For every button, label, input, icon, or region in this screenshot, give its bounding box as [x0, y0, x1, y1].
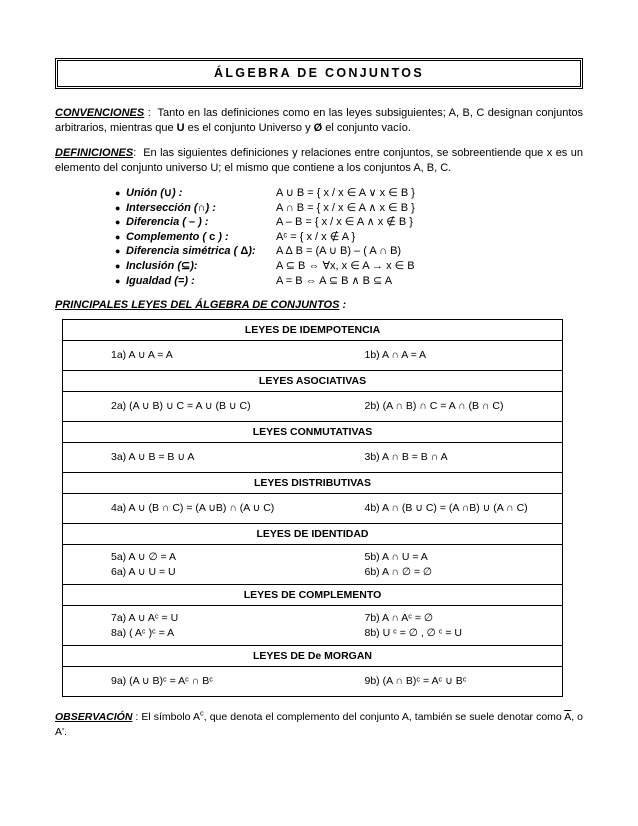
law-item-left: 2a) (A ∪ B) ∪ C = A ∪ (B ∪ C) [111, 400, 251, 413]
law-item-left: 3a) A ∪ B = B ∪ A [111, 451, 195, 464]
complement-superscript: c [199, 708, 204, 718]
empty-set-symbol: Ø [313, 121, 323, 134]
law-category-label: LEYES DE IDENTIDAD [63, 524, 563, 545]
law-category-row [63, 473, 563, 494]
law-item-right: 4b) A ∩ (B ∪ C) = (A ∩B) ∪ (A ∩ C) [364, 502, 528, 515]
definition-formula: A – B = { x / x ∈ A ∧ x ∉ B } [276, 216, 413, 229]
law-category-row [63, 585, 563, 606]
law-item-right: 3b) A ∩ B = B ∩ A [364, 451, 448, 464]
laws-table [62, 319, 563, 697]
laws-heading-separator: : [339, 299, 347, 312]
definition-name [126, 274, 276, 289]
definition-operator-symbol: = [177, 274, 185, 287]
law-category-label: LEYES CONMUTATIVAS [63, 422, 563, 443]
law-line [63, 611, 562, 626]
definitions-label: DEFINICIONES [55, 147, 134, 159]
definition-name [126, 186, 276, 201]
law-item-left: 1a) A ∪ A = A [111, 349, 173, 362]
conventions-label: CONVENCIONES [55, 107, 145, 119]
definition-item [55, 215, 583, 230]
law-line [63, 443, 562, 472]
conventions-paragraph [55, 106, 583, 135]
definition-name-text: Complemento [126, 230, 200, 243]
law-line [63, 392, 562, 421]
laws-section-heading [55, 299, 583, 311]
conventions-text-3: el conjunto vacío. [322, 121, 411, 134]
overline-a-symbol: $\overline{A}$ [564, 711, 572, 724]
definition-name-text: Diferencia [126, 216, 180, 229]
definition-name [126, 215, 276, 230]
observation-separator: : [132, 711, 139, 724]
definition-formula: A ⊆ B ⇔ ∀x, x ∈ A → x ∈ B [276, 259, 415, 272]
bullet-icon: ● [115, 260, 121, 271]
law-category-label: LEYES DISTRIBUTIVAS [63, 473, 563, 494]
law-item-left: 8a) ( Aᶜ )ᶜ = A [111, 627, 175, 640]
law-item-right: 7b) A ∩ Aᶜ = ∅ [364, 612, 434, 625]
definition-symbol-suffix: ): [248, 245, 256, 258]
law-row-cell [63, 341, 563, 371]
law-item-right: 1b) A ∩ A = A [364, 349, 427, 362]
definition-operator-symbol: – [188, 216, 196, 229]
definition-symbol-prefix: ( [157, 187, 164, 199]
definition-formula: A ∆ B = (A ∪ B) – ( A ∩ B) [276, 245, 402, 258]
definition-item [55, 186, 583, 201]
definition-formula: A ∩ B = { x / x ∈ A ∧ x ∈ B } [276, 201, 415, 214]
law-category-row [63, 422, 563, 443]
definition-name-text: Diferencia simétrica [126, 245, 231, 258]
law-item-right: 9b) (A ∩ B)ᶜ = Aᶜ ∪ Bᶜ [364, 675, 467, 688]
law-category-row [63, 524, 563, 545]
definition-symbol-prefix: ( [199, 230, 210, 243]
observation-label: OBSERVACIÓN [55, 711, 133, 724]
bullet-icon: ● [115, 231, 121, 242]
definition-name-text: Intersección [126, 201, 191, 214]
definition-symbol-prefix: ( [190, 201, 198, 214]
law-row-cell [63, 606, 563, 646]
law-item-right: 6b) A ∩ ∅ = ∅ [364, 566, 433, 579]
definition-symbol-suffix: ) : [215, 230, 229, 243]
bullet-icon: ● [115, 217, 121, 228]
definition-operator-symbol: Δ [240, 245, 249, 258]
law-item-left: 9a) (A ∪ B)ᶜ = Aᶜ ∩ Bᶜ [111, 675, 213, 688]
definition-symbol-suffix: ) : [171, 187, 183, 199]
law-category-label: LEYES DE De MORGAN [63, 646, 563, 667]
definition-operator-symbol: ∪ [163, 187, 172, 199]
bullet-icon: ● [115, 275, 121, 286]
definition-symbol-suffix: ) : [195, 216, 209, 229]
law-item-left: 6a) A ∪ U = U [111, 566, 176, 579]
law-row-cell [63, 392, 563, 422]
definition-item [55, 274, 583, 289]
definitions-text: En las siguientes definiciones y relaciones entre conjuntos, se sobreentiende que x es un elemento del conjunto universo U; el mismo que contiene a los conjuntos A, B, C. [55, 147, 583, 174]
definitions-separator: : [133, 147, 137, 159]
law-category-row [63, 320, 563, 341]
universe-symbol: U [176, 121, 185, 134]
law-category-row [63, 646, 563, 667]
conventions-text-2: es el conjunto Universo y [184, 121, 314, 134]
document-title-box [55, 58, 583, 89]
definition-name [126, 259, 276, 274]
law-row-cell [63, 545, 563, 585]
law-line [63, 550, 562, 565]
law-row [63, 392, 563, 422]
law-row-cell [63, 494, 563, 524]
law-category-label: LEYES DE COMPLEMENTO [63, 585, 563, 606]
law-row [63, 606, 563, 646]
definition-name-text: Inclusión [126, 259, 175, 272]
law-item-right: 2b) (A ∩ B) ∩ C = A ∩ (B ∩ C) [364, 400, 504, 413]
definition-symbol-prefix: ( [171, 274, 178, 287]
bullet-icon: ● [115, 246, 121, 257]
definition-operator-symbol: c [209, 230, 216, 243]
observation-text-1: El símbolo A [138, 711, 200, 724]
laws-heading-text: PRINCIPALES LEYES DEL ÁLGEBRA DE CONJUNTOS [55, 299, 340, 312]
law-line [63, 494, 562, 523]
law-item-right: 8b) U ᶜ = ∅ , ∅ ᶜ = U [364, 627, 463, 640]
definition-formula: A ∪ B = { x / x ∈ A ∨ x ∈ B } [276, 187, 415, 199]
definition-item [55, 230, 583, 245]
bullet-icon: ● [115, 202, 121, 213]
law-category-row [63, 371, 563, 392]
conventions-separator: : [144, 107, 151, 119]
definitions-paragraph [55, 146, 583, 175]
law-line [63, 565, 562, 580]
law-category-label: LEYES DE IDEMPOTENCIA [63, 320, 563, 341]
definition-name-text: Unión [126, 187, 158, 199]
law-row-cell [63, 443, 563, 473]
law-item-left: 7a) A ∪ Aᶜ = U [111, 612, 179, 625]
definition-symbol-suffix: ): [190, 259, 198, 272]
definitions-list [55, 186, 583, 288]
observation-text-3: , o A'. [55, 711, 584, 738]
law-row [63, 443, 563, 473]
bullet-icon: ● [115, 188, 121, 198]
definition-item [55, 244, 583, 259]
definition-item [55, 201, 583, 216]
definition-symbol-prefix: ( [179, 216, 189, 229]
law-row [63, 667, 563, 697]
definition-name-text: Igualdad [126, 274, 172, 287]
observation-text-2: , que denota el complemento del conjunto A, también se suele denotar como [203, 711, 565, 724]
law-line [63, 341, 562, 370]
law-item-right: 5b) A ∩ U = A [364, 551, 428, 564]
law-item-left: 4a) A ∪ (B ∩ C) = (A ∪B) ∩ (A ∪ C) [111, 502, 275, 515]
observation-paragraph [55, 710, 583, 739]
law-row-cell [63, 667, 563, 697]
law-line [63, 667, 562, 696]
definition-name [126, 201, 276, 216]
law-row [63, 545, 563, 585]
definition-item [55, 259, 583, 274]
definition-formula: A = B ⇔ A ⊆ B ∧ B ⊆ A [276, 274, 393, 287]
definition-formula: Aᶜ = { x / x ∉ A } [276, 230, 356, 243]
definition-name [126, 244, 276, 259]
conventions-text-1: Tanto en las definiciones como en las leyes subsiguientes; A, B, C designan conjuntos arbitrarios, mientras que [55, 107, 583, 134]
definition-symbol-suffix: ) : [184, 274, 195, 287]
definition-symbol-suffix: ) : [205, 201, 216, 214]
definition-operator-symbol: ⊆ [181, 259, 191, 272]
definition-symbol-prefix: ( [174, 259, 182, 272]
law-row [63, 341, 563, 371]
definition-symbol-prefix: ( [230, 245, 241, 258]
page-title: ÁLGEBRA DE CONJUNTOS [214, 66, 424, 80]
law-line [63, 626, 562, 641]
definition-operator-symbol: ∩ [197, 201, 206, 214]
definition-name [126, 230, 276, 245]
law-category-label: LEYES ASOCIATIVAS [63, 371, 563, 392]
law-row [63, 494, 563, 524]
law-item-left: 5a) A ∪ ∅ = A [111, 551, 176, 564]
